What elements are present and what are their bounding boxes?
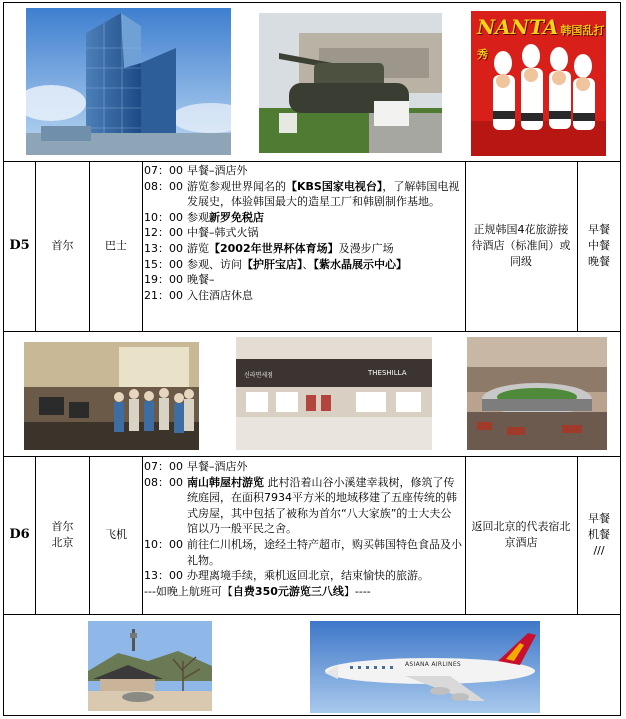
itinerary-time: 19：00: [144, 273, 183, 287]
d5-meal-1: 早餐: [588, 223, 610, 236]
footnote-text: 】----: [343, 584, 371, 598]
d6-itinerary-line: [144, 568, 462, 584]
d6-itinerary-line: [144, 475, 462, 537]
itinerary-time: 13：00: [144, 569, 183, 583]
d6-itinerary-line: [144, 537, 462, 568]
itinerary-time: 08：00: [144, 179, 183, 193]
itinerary-time: 10：00: [144, 210, 183, 224]
d6-meal-3: ///: [593, 544, 605, 557]
itinerary-highlight: 南山韩屋村游览: [187, 475, 264, 489]
itinerary-text: 早餐–酒店外: [187, 460, 248, 473]
footnote-text: ---如晚上航班可【: [144, 584, 233, 598]
d5-itinerary-line: [144, 163, 460, 179]
itinerary-highlight: 【KBS国家电视台】: [286, 179, 383, 193]
nanta-logo: [477, 15, 606, 63]
photo-row-3: [4, 615, 620, 715]
photo-nanta-show: [471, 11, 606, 156]
d5-itinerary-line: [144, 272, 460, 288]
d6-meal-1: 早餐: [588, 512, 610, 525]
itinerary-highlight: 新罗免税店: [209, 210, 264, 224]
d5-city: 首尔: [51, 239, 74, 252]
itinerary-text: 游览参观世界闻名的: [187, 179, 286, 193]
photo-row-2: [4, 332, 620, 456]
itinerary-text: 晚餐–: [187, 273, 215, 287]
itinerary-text: 中餐–韩式火锅: [187, 226, 259, 240]
itinerary-text: 早餐–酒店外: [187, 164, 248, 177]
d5-itinerary-line: [144, 179, 460, 210]
d5-itinerary-line: [144, 241, 460, 257]
itinerary-time: 12：00: [144, 226, 183, 240]
footnote-highlight: 自费350元游览三八线: [232, 584, 344, 598]
itinerary-text: 、: [302, 257, 314, 271]
itinerary-text: 前往仁川机场，途经土特产超市，购买韩国特色食品及小礼物。: [187, 537, 462, 567]
nanta-title: NANTA: [477, 15, 559, 39]
nanta-subtitle: 韩国乱打秀: [477, 24, 605, 61]
d5-meal-2: 中餐: [588, 239, 610, 252]
d5-day: D5: [9, 238, 30, 253]
d6-hotel: 返回北京的代表宿北京酒店: [471, 520, 571, 549]
d5-itinerary-line: [144, 288, 460, 304]
itinerary-time: 08：00: [144, 475, 183, 489]
photo-namsan-hanok-village: [88, 621, 212, 711]
photo-asiana-airplane: [310, 621, 540, 713]
itinerary-time: 13：00: [144, 241, 183, 255]
d5-itinerary-line: [144, 210, 460, 226]
itinerary-time: 10：00: [144, 537, 183, 551]
d6-city-2: 北京: [51, 536, 74, 549]
d6-meal-2: 机餐: [588, 528, 610, 541]
itinerary-text: 此村沿着山谷小溪建幸栽树，修筑了传统庭园，在面积7934平方米的地域移建了五座传统的韩式房屋，其中包括了被称为首尔“八大家族”的士大夫公馆以乃一般平民之舍。: [187, 475, 457, 536]
itinerary-table: [3, 2, 621, 716]
itinerary-text: 参观、访问: [187, 257, 242, 271]
d5-transport: 巴士: [105, 239, 127, 252]
itinerary-highlight: 【护肝宝店】: [242, 257, 303, 271]
photo-shilla-duty-free: [236, 337, 432, 450]
photo-office-tower: [26, 8, 231, 155]
d5-itinerary: [144, 163, 460, 303]
d6-day: D6: [9, 527, 30, 542]
d6-city-1: 首尔: [51, 520, 74, 533]
d5-itinerary-line: [144, 257, 460, 273]
d6-city: [36, 456, 89, 614]
itinerary-text: 办理离境手续，乘机返回北京，结束愉快的旅游。: [187, 569, 429, 583]
d6-footnote: [144, 584, 462, 600]
svg-text:신라면세점: 신라면세점: [244, 372, 273, 379]
d5-meal-3: 晚餐: [588, 255, 610, 268]
itinerary-highlight: 【紫水晶展示中心】: [313, 257, 407, 271]
itinerary-text: 游览: [187, 241, 209, 255]
d5-hotel: 正规韩国4花旅游接待酒店（标准间）或同级: [471, 223, 571, 268]
d5-itinerary-line: [144, 225, 460, 241]
shilla-sign: THESHILLA: [368, 369, 407, 377]
itinerary-time: 07：00: [144, 164, 183, 177]
itinerary-text: 参观: [187, 210, 209, 224]
itinerary-highlight: 【2002年世界杯体育场】: [209, 241, 339, 255]
asiana-livery-text: ASIANA AIRLINES: [405, 661, 462, 668]
itinerary-text: 入住酒店休息: [187, 288, 253, 302]
photo-row-1: [4, 3, 620, 161]
itinerary-time: 15：00: [144, 257, 183, 271]
itinerary-text: 及漫步广场: [338, 241, 394, 255]
photo-world-cup-stadium: [467, 337, 607, 450]
d5-meals: [578, 161, 620, 331]
itinerary-time: 21：00: [144, 288, 183, 302]
d6-meals: [578, 456, 620, 614]
d6-itinerary: [144, 459, 462, 599]
d6-itinerary-line: [144, 459, 462, 475]
photo-kbs-studio: [24, 342, 199, 450]
itinerary-time: 07：00: [144, 460, 183, 473]
photo-war-memorial-tank: [259, 13, 442, 153]
d6-transport: 飞机: [105, 528, 127, 541]
itinerary-text: ，了解韩国电视发展史，体验韩国最大的造星工厂和韩剧制作基地。: [187, 179, 460, 209]
